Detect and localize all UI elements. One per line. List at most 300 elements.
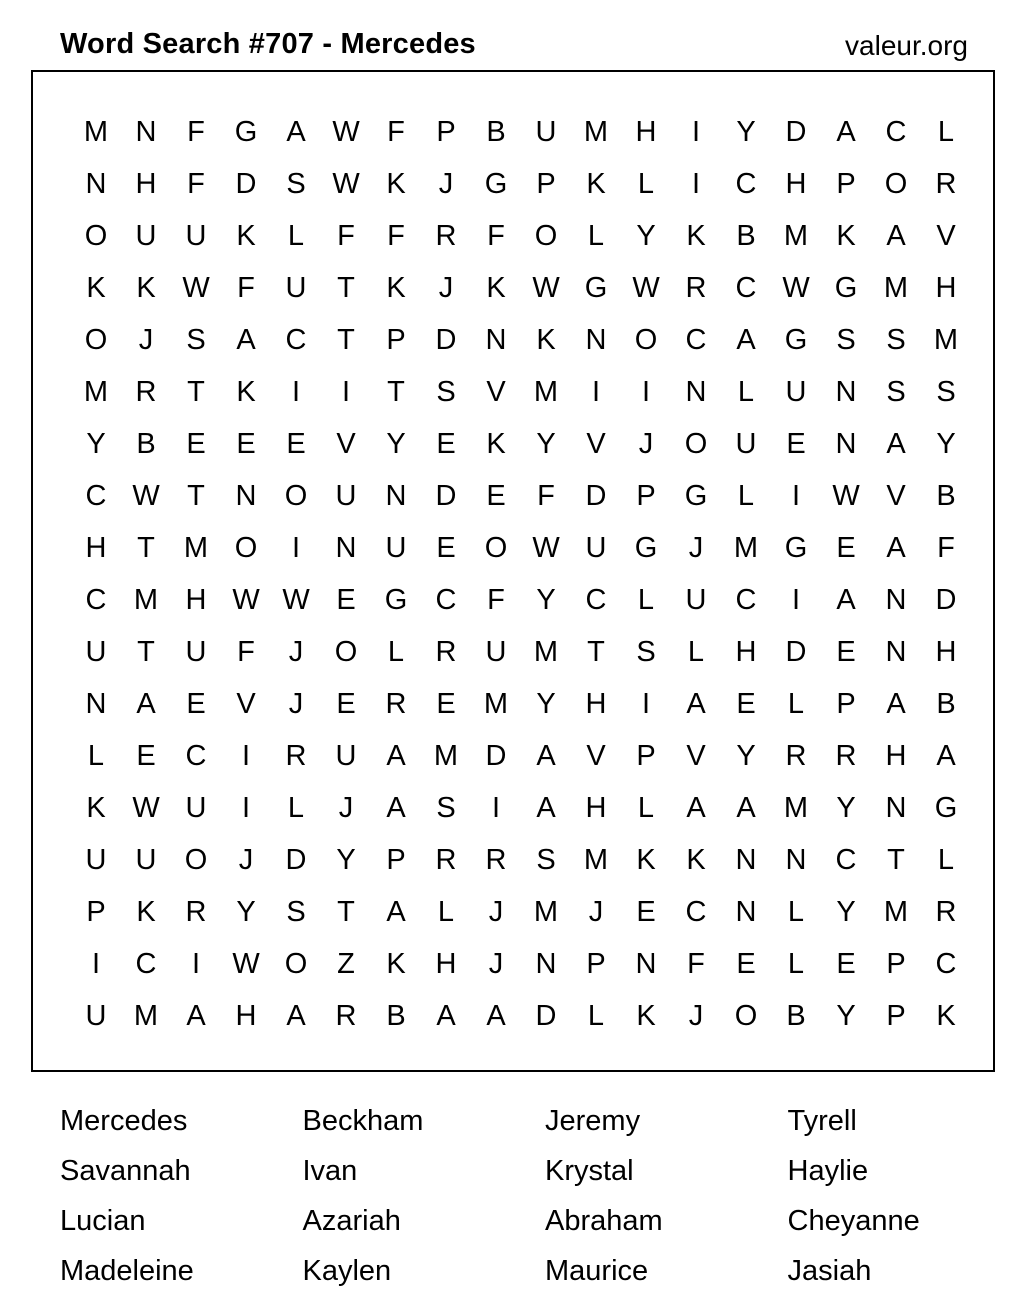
grid-cell: N	[335, 532, 357, 564]
grid-cell: W	[232, 584, 260, 616]
grid-cell: R	[835, 740, 857, 772]
grid-cell: T	[187, 376, 205, 408]
grid-cell: N	[235, 480, 257, 512]
grid-cell: O	[634, 324, 658, 356]
grid-cell: L	[387, 636, 405, 668]
grid-cell: K	[836, 220, 856, 252]
grid-cell: Y	[536, 584, 556, 616]
word-list-item: Madeleine	[60, 1255, 194, 1287]
grid-cell: M	[183, 532, 209, 564]
grid-cell: K	[486, 428, 506, 460]
grid-cell: U	[335, 740, 357, 772]
grid-cell: L	[937, 116, 955, 148]
grid-cell: K	[936, 1000, 956, 1032]
grid-cell: W	[632, 272, 660, 304]
grid-cell: T	[887, 844, 905, 876]
grid-cell: U	[535, 116, 557, 148]
grid-cell: U	[285, 272, 307, 304]
word-list-item: Savannah	[60, 1155, 191, 1187]
grid-cell: I	[91, 948, 101, 980]
grid-cell: H	[435, 948, 457, 980]
grid-cell: L	[637, 168, 655, 200]
grid-cell: K	[236, 376, 256, 408]
grid-cell: U	[685, 584, 707, 616]
word-list-item: Abraham	[545, 1205, 663, 1237]
grid-cell: J	[488, 896, 504, 928]
grid-cell: W	[282, 584, 310, 616]
grid-cell: D	[585, 480, 607, 512]
grid-cell: M	[533, 376, 559, 408]
grid-cell: K	[386, 168, 406, 200]
grid-cell: M	[883, 896, 909, 928]
grid-cell: C	[735, 272, 757, 304]
grid-cell: O	[234, 532, 258, 564]
grid-cell: I	[241, 740, 251, 772]
grid-cell: D	[785, 636, 807, 668]
grid-cell: V	[936, 220, 956, 252]
grid-cell: F	[387, 220, 405, 252]
grid-cell: L	[787, 948, 805, 980]
grid-cell: L	[87, 740, 105, 772]
grid-cell: A	[936, 740, 956, 772]
word-list-item: Maurice	[545, 1255, 649, 1287]
grid-cell: I	[291, 376, 301, 408]
grid-cell: U	[135, 844, 157, 876]
grid-cell: U	[335, 480, 357, 512]
grid-cell: R	[435, 220, 457, 252]
grid-cell: L	[937, 844, 955, 876]
site-name: valeur.org	[845, 30, 968, 61]
grid-cell: R	[135, 376, 157, 408]
grid-cell: V	[686, 740, 706, 772]
grid-cell: M	[583, 844, 609, 876]
grid-cell: Y	[236, 896, 256, 928]
grid-cell: A	[886, 428, 906, 460]
grid-cell: L	[687, 636, 705, 668]
grid-cell: G	[784, 324, 808, 356]
grid-cell: C	[85, 584, 107, 616]
grid-cell: U	[185, 792, 207, 824]
grid-cell: P	[636, 740, 656, 772]
grid-cell: H	[735, 636, 757, 668]
grid-cell: R	[335, 1000, 357, 1032]
grid-cell: N	[385, 480, 407, 512]
grid-cell: K	[586, 168, 606, 200]
grid-cell: O	[484, 532, 508, 564]
word-list-item: Jasiah	[787, 1255, 872, 1287]
grid-cell: C	[885, 116, 907, 148]
grid-cell: P	[386, 324, 406, 356]
grid-cell: T	[187, 480, 205, 512]
grid-cell: H	[235, 1000, 257, 1032]
grid-cell: S	[536, 844, 556, 876]
grid-cell: R	[385, 688, 407, 720]
grid-cell: E	[236, 428, 256, 460]
grid-cell: O	[184, 844, 208, 876]
grid-cell: U	[85, 1000, 107, 1032]
word-list-item: Haylie	[787, 1155, 869, 1187]
grid-cell: B	[386, 1000, 406, 1032]
grid-cell: E	[336, 584, 356, 616]
grid-cell: U	[385, 532, 407, 564]
grid-cell: T	[337, 896, 355, 928]
grid-cell: F	[187, 116, 205, 148]
grid-cell: Y	[736, 116, 756, 148]
grid-cell: P	[836, 168, 856, 200]
grid-cell: L	[587, 220, 605, 252]
word-list-item: Krystal	[545, 1155, 634, 1187]
grid-cell: W	[232, 948, 260, 980]
grid-cell: O	[84, 324, 108, 356]
grid-cell: H	[185, 584, 207, 616]
grid-cell: T	[337, 272, 355, 304]
grid-cell: C	[685, 324, 707, 356]
grid-cell: C	[585, 584, 607, 616]
grid-cell: R	[485, 844, 507, 876]
grid-cell: E	[736, 948, 756, 980]
grid-cell: K	[236, 220, 256, 252]
grid-cell: L	[737, 376, 755, 408]
grid-cell: P	[636, 480, 656, 512]
grid-cell: I	[691, 116, 701, 148]
grid-cell: A	[136, 688, 156, 720]
grid-cell: R	[435, 636, 457, 668]
grid-cell: V	[236, 688, 256, 720]
grid-cell: G	[834, 272, 858, 304]
grid-cell: W	[182, 272, 210, 304]
grid-cell: I	[341, 376, 351, 408]
grid-cell: Y	[536, 428, 556, 460]
grid-cell: A	[186, 1000, 206, 1032]
grid-cell: A	[686, 688, 706, 720]
grid-cell: K	[386, 948, 406, 980]
grid-cell: G	[484, 168, 508, 200]
grid-cell: C	[185, 740, 207, 772]
grid-cell: M	[883, 272, 909, 304]
word-list-item: Azariah	[302, 1205, 401, 1237]
word-list-item: Cheyanne	[787, 1205, 920, 1237]
grid-cell: Y	[836, 896, 856, 928]
grid-cell: V	[586, 740, 606, 772]
grid-cell: J	[688, 532, 704, 564]
grid-cell: F	[537, 480, 555, 512]
grid-cell: K	[386, 272, 406, 304]
grid-cell: C	[85, 480, 107, 512]
grid-cell: A	[386, 740, 406, 772]
grid-cell: G	[584, 272, 608, 304]
grid-cell: U	[735, 428, 757, 460]
grid-cell: A	[486, 1000, 506, 1032]
grid-cell: I	[241, 792, 251, 824]
grid-cell: N	[635, 948, 657, 980]
grid-cell: T	[587, 636, 605, 668]
grid-cell: J	[288, 636, 304, 668]
grid-cell: P	[886, 1000, 906, 1032]
grid-cell: J	[338, 792, 354, 824]
grid-cell: O	[684, 428, 708, 460]
grid-cell: O	[84, 220, 108, 252]
grid-cell: C	[285, 324, 307, 356]
grid-cell: O	[284, 480, 308, 512]
grid-cell: H	[885, 740, 907, 772]
grid-cell: E	[336, 688, 356, 720]
grid-cell: F	[387, 116, 405, 148]
grid-cell: C	[135, 948, 157, 980]
grid-cell: K	[536, 324, 556, 356]
grid-cell: M	[783, 792, 809, 824]
grid-cell: S	[936, 376, 956, 408]
grid-cell: M	[583, 116, 609, 148]
grid-cell: P	[86, 896, 106, 928]
grid-cell: A	[736, 792, 756, 824]
grid-cell: M	[433, 740, 459, 772]
grid-cell: E	[486, 480, 506, 512]
grid-cell: H	[585, 792, 607, 824]
grid-cell: E	[836, 532, 856, 564]
grid-cell: E	[736, 688, 756, 720]
grid-cell: C	[835, 844, 857, 876]
grid-cell: R	[285, 740, 307, 772]
grid-cell: A	[886, 688, 906, 720]
grid-cell: W	[532, 532, 560, 564]
grid-cell: A	[386, 792, 406, 824]
grid-cell: L	[587, 1000, 605, 1032]
grid-cell: G	[634, 532, 658, 564]
grid-cell: E	[436, 688, 456, 720]
grid-cell: U	[785, 376, 807, 408]
grid-cell: B	[136, 428, 156, 460]
grid-cell: I	[641, 376, 651, 408]
grid-cell: A	[736, 324, 756, 356]
grid-cell: K	[686, 844, 706, 876]
grid-cell: U	[185, 220, 207, 252]
grid-cell: D	[235, 168, 257, 200]
grid-cell: Y	[836, 792, 856, 824]
grid-cell: A	[886, 220, 906, 252]
grid-cell: P	[386, 844, 406, 876]
grid-cell: J	[238, 844, 254, 876]
grid-cell: N	[85, 168, 107, 200]
grid-cell: Y	[86, 428, 106, 460]
word-list-item: Ivan	[302, 1155, 358, 1187]
grid-cell: G	[934, 792, 958, 824]
grid-cell: Y	[636, 220, 656, 252]
grid-cell: E	[186, 688, 206, 720]
grid-cell: A	[686, 792, 706, 824]
grid-cell: A	[436, 1000, 456, 1032]
grid-cell: N	[835, 376, 857, 408]
grid-cell: K	[86, 792, 106, 824]
grid-cell: H	[785, 168, 807, 200]
grid-cell: W	[332, 116, 360, 148]
grid-cell: I	[791, 480, 801, 512]
grid-cell: N	[735, 896, 757, 928]
grid-cell: F	[937, 532, 955, 564]
grid-cell: S	[436, 376, 456, 408]
grid-cell: S	[186, 324, 206, 356]
grid-cell: U	[485, 636, 507, 668]
grid-cell: A	[536, 792, 556, 824]
grid-cell: A	[286, 1000, 306, 1032]
grid-cell: D	[435, 324, 457, 356]
grid-cell: H	[935, 272, 957, 304]
grid-cell: T	[137, 636, 155, 668]
grid-cell: A	[836, 584, 856, 616]
grid-cell: M	[83, 116, 109, 148]
grid-cell: Z	[337, 948, 355, 980]
grid-cell: N	[485, 324, 507, 356]
grid-cell: D	[285, 844, 307, 876]
grid-cell: F	[487, 584, 505, 616]
grid-cell: G	[684, 480, 708, 512]
grid-cell: S	[436, 792, 456, 824]
grid-cell: S	[286, 168, 306, 200]
grid-cell: S	[886, 324, 906, 356]
grid-cell: W	[132, 792, 160, 824]
grid-cell: E	[436, 532, 456, 564]
grid-cell: S	[636, 636, 656, 668]
grid-cell: L	[637, 584, 655, 616]
grid-cell: O	[734, 1000, 758, 1032]
grid-cell: E	[186, 428, 206, 460]
grid-cell: M	[533, 636, 559, 668]
grid-cell: V	[886, 480, 906, 512]
word-list-item: Beckham	[302, 1105, 424, 1137]
grid-cell: K	[636, 1000, 656, 1032]
grid-cell: J	[488, 948, 504, 980]
grid-cell: U	[585, 532, 607, 564]
grid-cell: L	[287, 792, 305, 824]
grid-cell: B	[736, 220, 756, 252]
grid-cell: B	[936, 688, 956, 720]
grid-cell: A	[836, 116, 856, 148]
grid-cell: L	[737, 480, 755, 512]
grid-cell: N	[685, 376, 707, 408]
grid-cell: D	[485, 740, 507, 772]
grid-cell: R	[785, 740, 807, 772]
grid-cell: L	[437, 896, 455, 928]
grid-cell: P	[586, 948, 606, 980]
grid-cell: Y	[936, 428, 956, 460]
puzzle-grid-frame	[31, 70, 995, 1072]
grid-cell: N	[835, 428, 857, 460]
grid-cell: G	[234, 116, 258, 148]
word-list-item: Kaylen	[302, 1255, 392, 1287]
grid-cell: L	[637, 792, 655, 824]
grid-cell: F	[187, 168, 205, 200]
grid-cell: G	[384, 584, 408, 616]
word-list-item: Lucian	[60, 1205, 146, 1237]
grid-cell: R	[935, 896, 957, 928]
grid-cell: U	[85, 636, 107, 668]
grid-cell: J	[638, 428, 654, 460]
grid-cell: L	[787, 896, 805, 928]
grid-cell: S	[886, 376, 906, 408]
grid-cell: H	[635, 116, 657, 148]
grid-cell: E	[636, 896, 656, 928]
grid-cell: K	[486, 272, 506, 304]
grid-cell: W	[132, 480, 160, 512]
word-list-item: Jeremy	[545, 1105, 641, 1137]
grid-cell: N	[785, 844, 807, 876]
grid-cell: Y	[736, 740, 756, 772]
grid-cell: M	[133, 1000, 159, 1032]
grid-cell: V	[586, 428, 606, 460]
grid-cell: C	[935, 948, 957, 980]
grid-cell: T	[337, 324, 355, 356]
grid-cell: H	[585, 688, 607, 720]
grid-cell: N	[135, 116, 157, 148]
grid-cell: G	[784, 532, 808, 564]
grid-cell: D	[435, 480, 457, 512]
grid-cell: O	[334, 636, 358, 668]
grid-cell: P	[886, 948, 906, 980]
grid-cell: Y	[836, 1000, 856, 1032]
grid-cell: E	[836, 636, 856, 668]
grid-cell: H	[85, 532, 107, 564]
grid-cell: C	[685, 896, 707, 928]
grid-cell: I	[691, 168, 701, 200]
grid-cell: M	[533, 896, 559, 928]
grid-cell: E	[436, 428, 456, 460]
word-list-item: Tyrell	[787, 1105, 857, 1137]
grid-cell: U	[135, 220, 157, 252]
grid-cell: R	[685, 272, 707, 304]
grid-cell: W	[832, 480, 860, 512]
grid-cell: I	[591, 376, 601, 408]
letter-grid	[71, 106, 971, 1042]
grid-cell: N	[885, 792, 907, 824]
grid-cell: J	[688, 1000, 704, 1032]
word-list-item: Mercedes	[60, 1105, 188, 1137]
grid-cell: E	[786, 428, 806, 460]
grid-cell: J	[438, 272, 454, 304]
grid-cell: P	[536, 168, 556, 200]
grid-cell: R	[435, 844, 457, 876]
grid-cell: I	[291, 532, 301, 564]
grid-cell: E	[136, 740, 156, 772]
puzzle-title: Word Search #707 - Mercedes	[60, 28, 476, 60]
grid-cell: U	[85, 844, 107, 876]
grid-cell: M	[133, 584, 159, 616]
grid-cell: S	[836, 324, 856, 356]
grid-cell: D	[535, 1000, 557, 1032]
grid-cell: M	[733, 532, 759, 564]
grid-cell: F	[237, 272, 255, 304]
grid-cell: W	[782, 272, 810, 304]
grid-cell: O	[284, 948, 308, 980]
grid-cell: E	[286, 428, 306, 460]
grid-cell: N	[585, 324, 607, 356]
grid-cell: C	[735, 584, 757, 616]
grid-cell: O	[884, 168, 908, 200]
grid-cell: F	[687, 948, 705, 980]
grid-cell: E	[836, 948, 856, 980]
word-list	[60, 1098, 1030, 1298]
grid-cell: B	[486, 116, 506, 148]
grid-cell: R	[935, 168, 957, 200]
grid-cell: P	[436, 116, 456, 148]
grid-cell: A	[236, 324, 256, 356]
grid-cell: C	[435, 584, 457, 616]
grid-cell: J	[588, 896, 604, 928]
grid-cell: A	[886, 532, 906, 564]
grid-cell: F	[237, 636, 255, 668]
grid-cell: K	[136, 272, 156, 304]
grid-cell: H	[135, 168, 157, 200]
grid-cell: N	[735, 844, 757, 876]
grid-cell: N	[885, 584, 907, 616]
